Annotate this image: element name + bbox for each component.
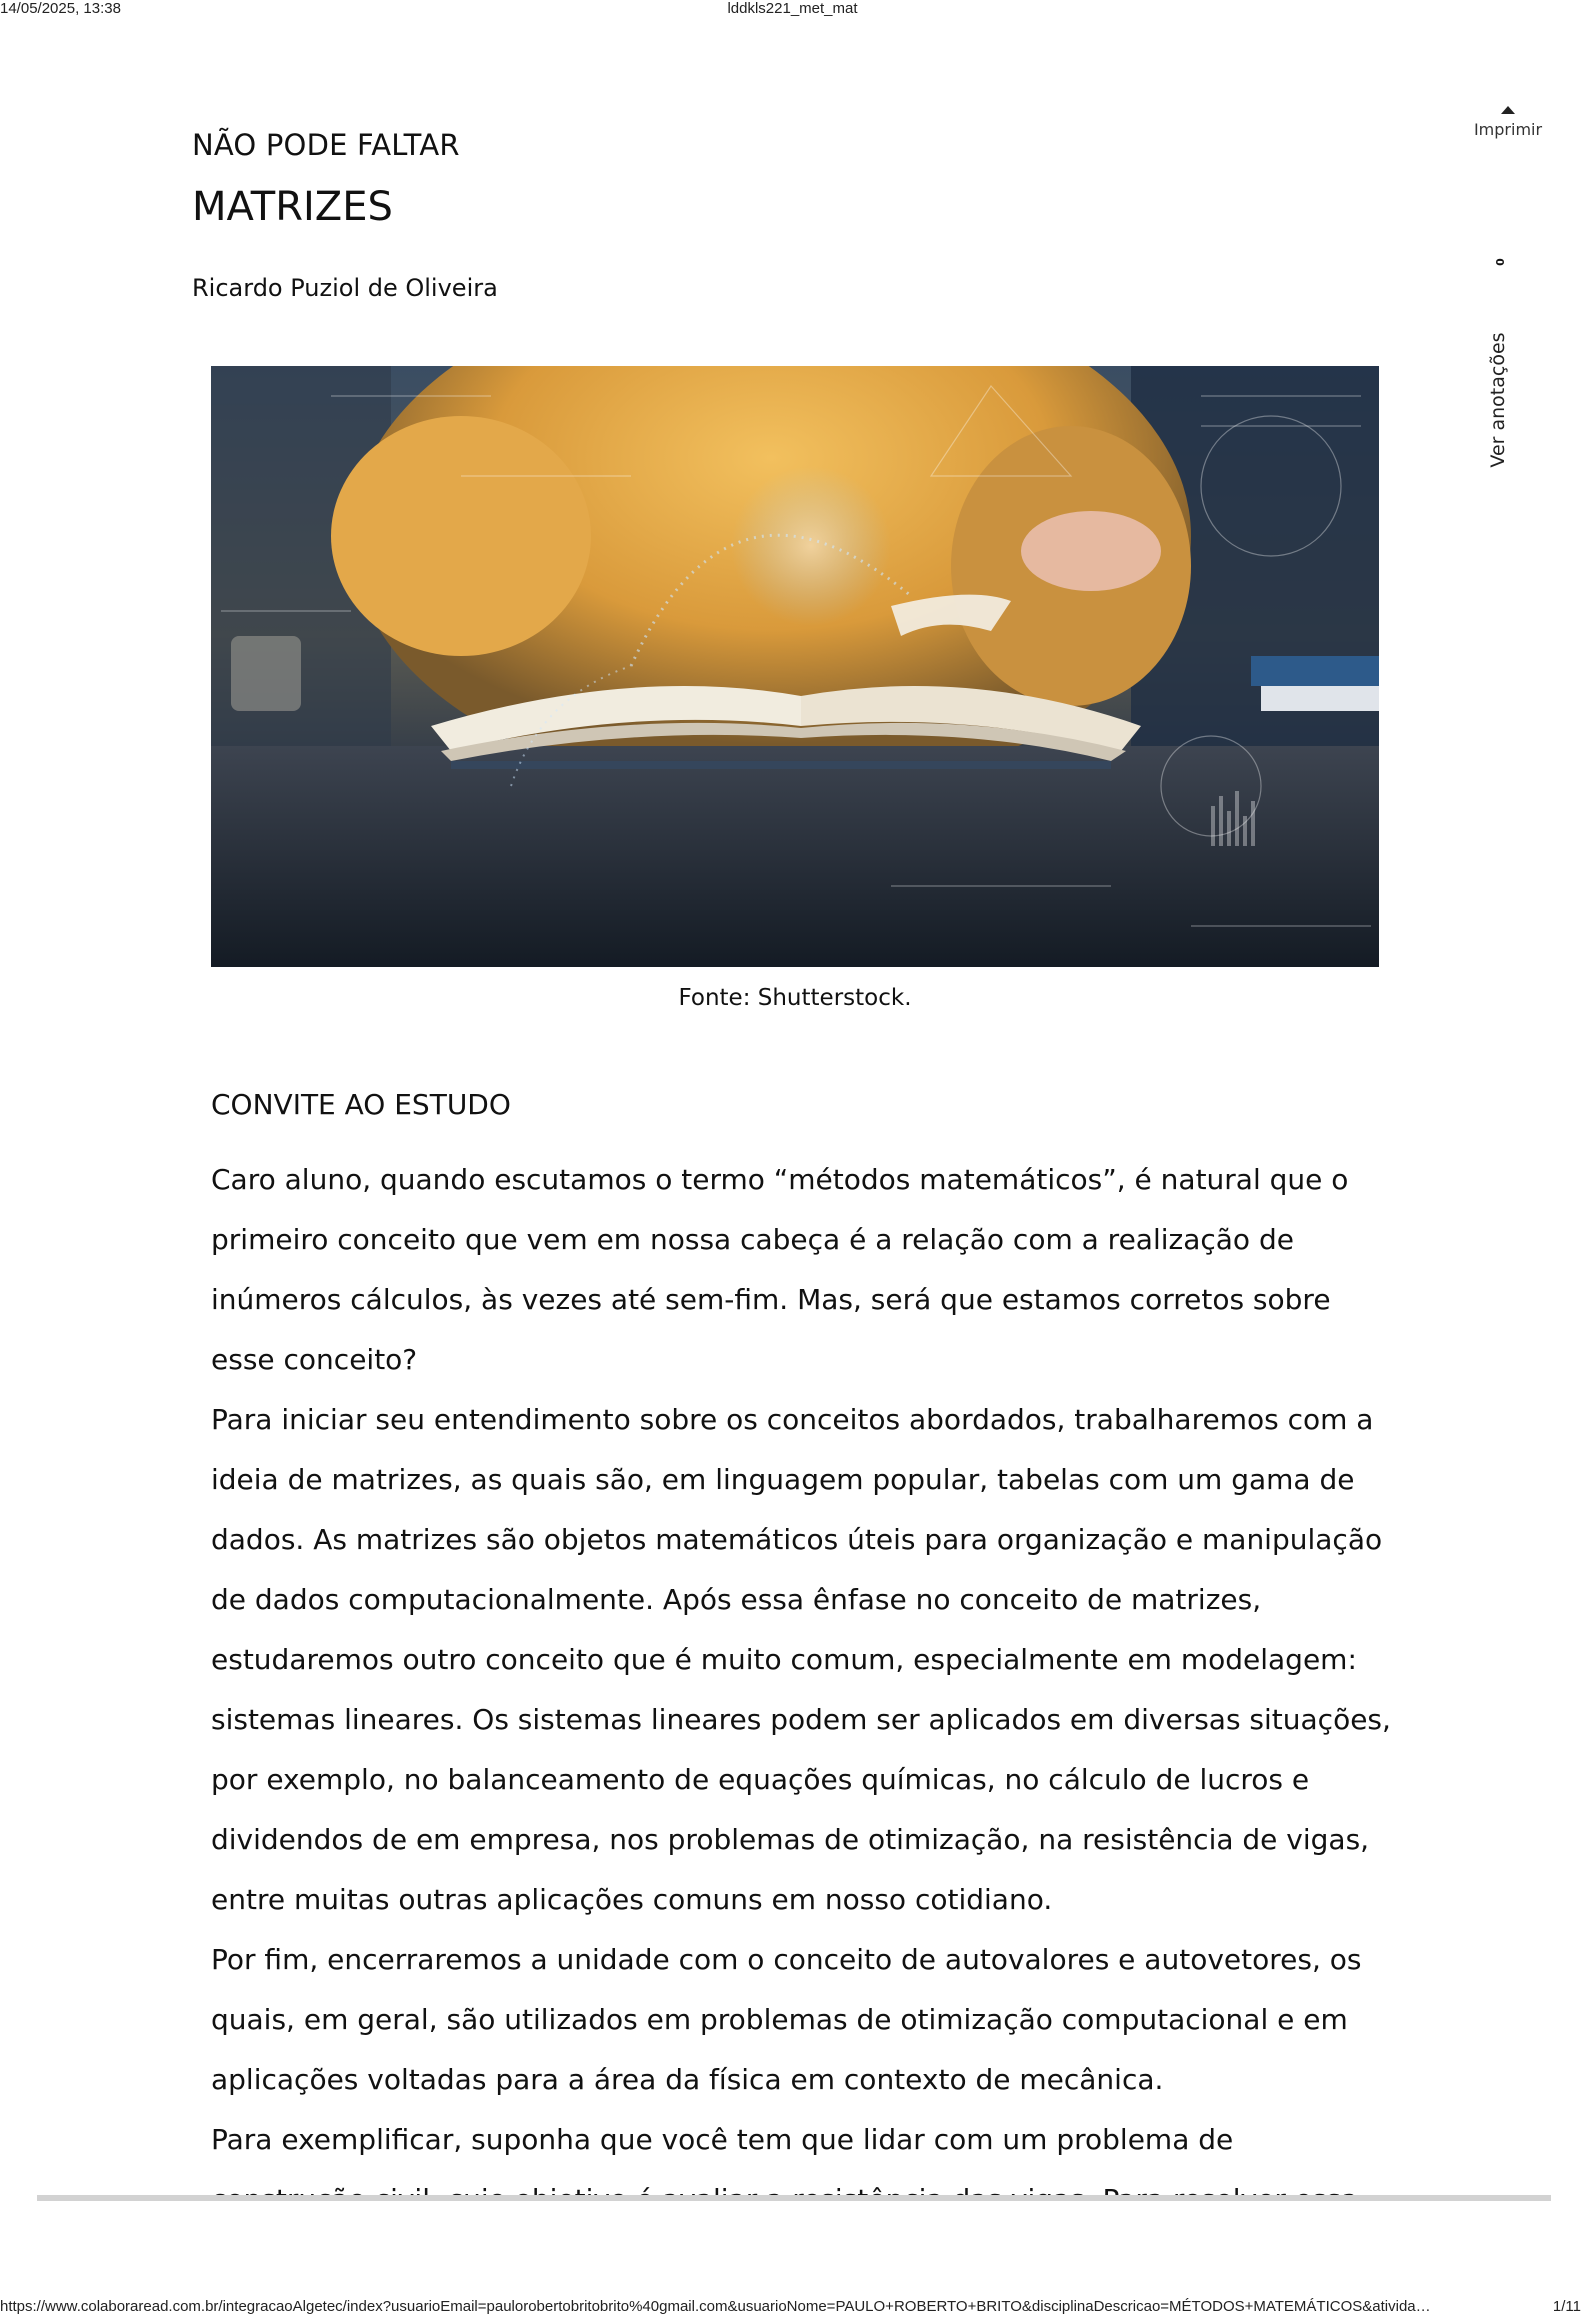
section-heading: CONVITE AO ESTUDO bbox=[211, 1088, 511, 1121]
print-datetime: 14/05/2025, 13:38 bbox=[0, 0, 121, 17]
print-url: https://www.colaboraread.com.br/integracaoAlgetec/index?usuarioEmail=paulorobertobritobrito%40gmail.com&usuarioNome=PAULO+ROBERTO+BRITO&disciplinaDescricao=MÉTODOS+MATEMÁTICOS&ativida… bbox=[0, 2298, 1431, 2315]
hero-image bbox=[211, 366, 1379, 967]
page-title: MATRIZES bbox=[192, 184, 393, 230]
print-doc-title: lddkls221_met_mat bbox=[727, 0, 858, 17]
paragraph: Por fim, encerraremos a unidade com o conceito de autovalores e autovetores, os quais, em geral, são utilizados em problemas de otimização computacional e em aplicações voltadas para a área da física em contexto de mecânica. bbox=[211, 1943, 1362, 2096]
article-body bbox=[211, 1150, 1391, 2208]
print-button[interactable] bbox=[1470, 106, 1546, 139]
section-label: NÃO PODE FALTAR bbox=[192, 128, 460, 162]
print-button-label: Imprimir bbox=[1473, 120, 1543, 139]
view-notes-button[interactable]: Ver anotações bbox=[1487, 332, 1509, 468]
notes-count-badge: 0 bbox=[1494, 258, 1507, 266]
author-name: Ricardo Puziol de Oliveira bbox=[192, 274, 498, 302]
page-cutoff bbox=[0, 2201, 1585, 2261]
paragraph: Caro aluno, quando escutamos o termo “métodos matemáticos”, é natural que o primeiro conceito que vem em nossa cabeça é a relação com a realização de inúmeros cálculos, às vezes até sem-fim. Mas, será que estamos corretos sobre esse conceito? bbox=[211, 1163, 1349, 1376]
page-indicator: 1/11 bbox=[1552, 2298, 1581, 2315]
paragraph: Para exemplificar, suponha que você tem que lidar com um problema de bbox=[211, 2123, 1234, 2156]
image-caption: Fonte: Shutterstock. bbox=[678, 985, 912, 1011]
caret-up-icon bbox=[1501, 106, 1515, 114]
paragraph: Para iniciar seu entendimento sobre os conceitos abordados, trabalharemos com a ideia de matrizes, as quais são, em linguagem popular, tabelas com um gama de dados. As matrizes são objetos matemáticos úteis para organização e manipulação de dados computacionalmente. Após essa ênfase no conceito de matrizes, estudaremos outro conceito que é muito comum, especialmente em modelagem: sistemas lineares. Os sistemas lineares podem ser aplicados em diversas situações, por exemplo, no balanceamento de equações químicas, no cálculo de lucros e dividendos de em empresa, nos problemas de otimização, na resistência de vigas, entre muitas outras aplicações comuns em nosso cotidiano. bbox=[211, 1403, 1391, 1916]
